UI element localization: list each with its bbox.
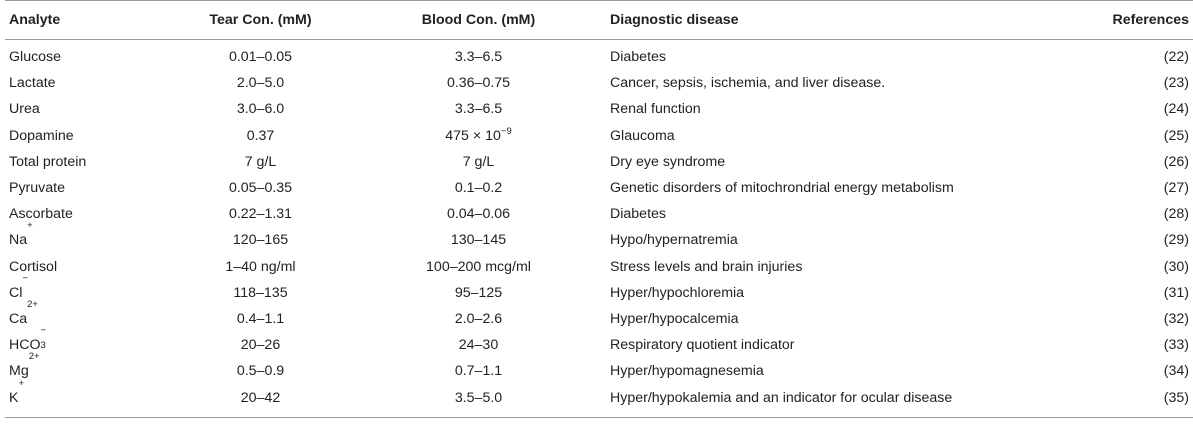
table-row xyxy=(5,385,1193,418)
analyte-cell xyxy=(5,123,154,149)
analyte-symbol: Urea xyxy=(9,101,40,118)
diagnostic-disease-cell: Hypo/hypernatremia xyxy=(610,232,738,249)
diagnostic-disease-cell: Hyper/hypokalemia and an indicator for ocular disease xyxy=(590,385,1070,418)
diagnostic-disease-cell: Diabetes xyxy=(610,206,666,223)
reference-cell: (27) xyxy=(1163,180,1189,197)
analyte-symbol: Total protein xyxy=(9,153,87,170)
blood-concentration-value: 0.36–0.75 xyxy=(446,75,511,92)
table-row xyxy=(5,227,1193,253)
analyte-charge-superscript: − xyxy=(40,325,47,337)
blood-concentration-value: 3.3–6.5 xyxy=(454,101,503,118)
analyte-symbol: K xyxy=(9,389,19,406)
analyte-charge-superscript: + xyxy=(27,220,33,232)
table-row xyxy=(5,254,1193,280)
analyte-symbol: Cl xyxy=(9,284,23,301)
tear-concentration-cell: 20–42 xyxy=(154,385,367,418)
analyte-name xyxy=(9,201,73,227)
reference-cell: (24) xyxy=(1163,101,1189,118)
reference-cell: (28) xyxy=(1163,206,1189,223)
table-row xyxy=(5,280,1193,306)
analyte-cell xyxy=(5,70,154,96)
diagnostic-disease-cell: Diabetes xyxy=(610,49,666,65)
analyte-name xyxy=(9,377,25,411)
analyte-cell xyxy=(5,377,154,418)
reference-cell: (22) xyxy=(1163,49,1189,65)
blood-concentration-cell xyxy=(367,227,590,253)
diagnostic-disease-cell: Respiratory quotient indicator xyxy=(610,337,795,354)
reference-cell: (31) xyxy=(1163,284,1189,301)
tear-concentration-cell: 7 g/L xyxy=(244,153,277,170)
analyte-symbol: Glucose xyxy=(9,49,62,65)
table-row xyxy=(5,332,1193,358)
analyte-charge-superscript: 2+ xyxy=(28,351,40,363)
tear-concentration-cell: 3.0–6.0 xyxy=(236,101,285,118)
blood-concentration-value: 475 × 10 xyxy=(445,127,501,144)
blood-concentration-cell xyxy=(367,70,590,96)
analyte-name xyxy=(9,70,56,96)
analyte-name xyxy=(9,44,61,70)
reference-cell: (32) xyxy=(1163,311,1189,328)
analyte-symbol: Mg xyxy=(9,363,29,380)
tear-concentration-cell: 2.0–5.0 xyxy=(236,75,285,92)
blood-concentration-value: 0.1–0.2 xyxy=(454,180,503,197)
analyte-symbol: Ascorbate xyxy=(9,206,73,223)
blood-concentration-cell xyxy=(367,96,590,122)
table-row xyxy=(5,306,1193,332)
analyte-charge-superscript: + xyxy=(18,377,25,389)
analyte-name xyxy=(9,149,86,175)
analyte-symbol: Lactate xyxy=(9,75,56,92)
analyte-symbol: HCO xyxy=(9,337,41,354)
blood-concentration-cell xyxy=(367,175,590,201)
reference-cell: (30) xyxy=(1163,258,1189,275)
header-analyte: Analyte xyxy=(5,1,154,40)
table-row xyxy=(5,70,1193,96)
blood-concentration-value: 100–200 mcg/ml xyxy=(426,258,531,275)
table-row xyxy=(5,123,1193,149)
analyte-name xyxy=(9,96,40,122)
analyte-table xyxy=(5,0,1193,418)
analyte-cell xyxy=(5,299,154,332)
table-header-row xyxy=(5,1,1193,40)
blood-concentration-value: 2.0–2.6 xyxy=(454,311,503,328)
tear-concentration-cell: 20–26 xyxy=(240,337,281,354)
diagnostic-disease-cell: Glaucoma xyxy=(610,127,675,144)
blood-concentration-cell xyxy=(367,306,590,332)
blood-concentration-cell xyxy=(367,358,590,384)
blood-concentration-cell xyxy=(367,40,590,71)
blood-concentration-cell xyxy=(367,385,590,418)
analyte-name xyxy=(9,299,38,332)
blood-concentration-cell xyxy=(367,201,590,227)
analyte-symbol: Pyruvate xyxy=(9,180,65,197)
tear-concentration-cell: 1–40 ng/ml xyxy=(225,258,296,275)
blood-concentration-value: 0.04–0.06 xyxy=(446,206,511,223)
reference-cell: (25) xyxy=(1163,127,1189,144)
analyte-charge-superscript: 2+ xyxy=(27,299,38,311)
analyte-cell xyxy=(5,325,154,358)
blood-concentration-cell xyxy=(367,149,590,175)
analyte-cell xyxy=(5,96,154,122)
blood-concentration-cell xyxy=(367,332,590,358)
analyte-name xyxy=(9,220,33,253)
tear-concentration-cell: 0.4–1.1 xyxy=(236,311,285,328)
reference-cell: (23) xyxy=(1163,75,1189,92)
diagnostic-disease-cell: Renal function xyxy=(610,101,701,118)
analyte-cell xyxy=(5,351,154,384)
tear-concentration-cell: 0.01–0.05 xyxy=(228,49,293,65)
diagnostic-disease-cell: Hyper/hypocalcemia xyxy=(610,311,739,328)
table-row xyxy=(5,149,1193,175)
diagnostic-disease-cell: Dry eye syndrome xyxy=(610,153,726,170)
blood-exponent: −9 xyxy=(500,125,512,137)
blood-concentration-value: 3.3–6.5 xyxy=(454,49,503,65)
tear-concentration-cell: 0.5–0.9 xyxy=(236,363,285,380)
analyte-name xyxy=(9,123,74,149)
header-references: References xyxy=(1070,1,1193,40)
tear-concentration-cell: 0.37 xyxy=(246,127,275,144)
tear-concentration-cell: 118–135 xyxy=(233,284,288,301)
table-row xyxy=(5,201,1193,227)
blood-concentration-value: 130–145 xyxy=(450,232,507,249)
diagnostic-disease-cell: Genetic disorders of mitochrondrial energy metabolism xyxy=(610,180,954,197)
tear-concentration-cell: 0.22–1.31 xyxy=(228,206,293,223)
blood-concentration-value: 24–30 xyxy=(458,337,499,354)
table-row xyxy=(5,40,1193,71)
blood-concentration-value: 3.5–5.0 xyxy=(454,389,503,406)
reference-cell: (33) xyxy=(1163,337,1189,354)
blood-concentration-cell xyxy=(367,280,590,306)
blood-concentration-value: 0.7–1.1 xyxy=(454,363,503,380)
table-body xyxy=(5,40,1193,418)
reference-cell: (29) xyxy=(1163,232,1189,249)
diagnostic-disease-cell: Stress levels and brain injuries xyxy=(610,258,803,275)
blood-concentration-value: 95–125 xyxy=(454,284,503,301)
analyte-symbol: Cortisol xyxy=(9,258,58,275)
table-row xyxy=(5,358,1193,384)
analyte-cell xyxy=(5,220,154,253)
blood-concentration-value: 7 g/L xyxy=(462,153,495,170)
blood-concentration-cell xyxy=(367,254,590,280)
diagnostic-disease-cell: Cancer, sepsis, ischemia, and liver disease. xyxy=(610,75,886,92)
analyte-symbol: Na xyxy=(9,232,28,249)
analyte-name xyxy=(9,175,65,201)
header-blood-concentration: Blood Con. (mM) xyxy=(367,1,590,40)
reference-cell: (35) xyxy=(1070,385,1193,418)
diagnostic-disease-cell: Hyper/hypomagnesemia xyxy=(610,363,764,380)
analyte-symbol: Ca xyxy=(9,311,28,328)
header-tear-concentration: Tear Con. (mM) xyxy=(154,1,367,40)
table-row xyxy=(5,96,1193,122)
header-diagnostic-disease: Diagnostic disease xyxy=(590,1,1070,40)
blood-concentration-cell xyxy=(367,123,590,149)
diagnostic-disease-cell: Hyper/hypochloremia xyxy=(610,284,745,301)
reference-cell: (34) xyxy=(1163,363,1189,380)
analyte-subscript: 3 xyxy=(40,340,46,352)
analyte-symbol: Dopamine xyxy=(9,127,74,144)
table-row xyxy=(5,175,1193,201)
analyte-cell xyxy=(5,149,154,175)
analyte-cell xyxy=(5,175,154,201)
analyte-cell xyxy=(5,40,154,71)
analyte-name xyxy=(9,272,28,306)
tear-concentration-cell: 120–165 xyxy=(232,232,289,249)
analyte-charge-superscript: − xyxy=(22,272,28,284)
analyte-name xyxy=(9,254,57,280)
reference-cell: (26) xyxy=(1163,153,1189,170)
tear-concentration-cell: 0.05–0.35 xyxy=(228,180,293,197)
